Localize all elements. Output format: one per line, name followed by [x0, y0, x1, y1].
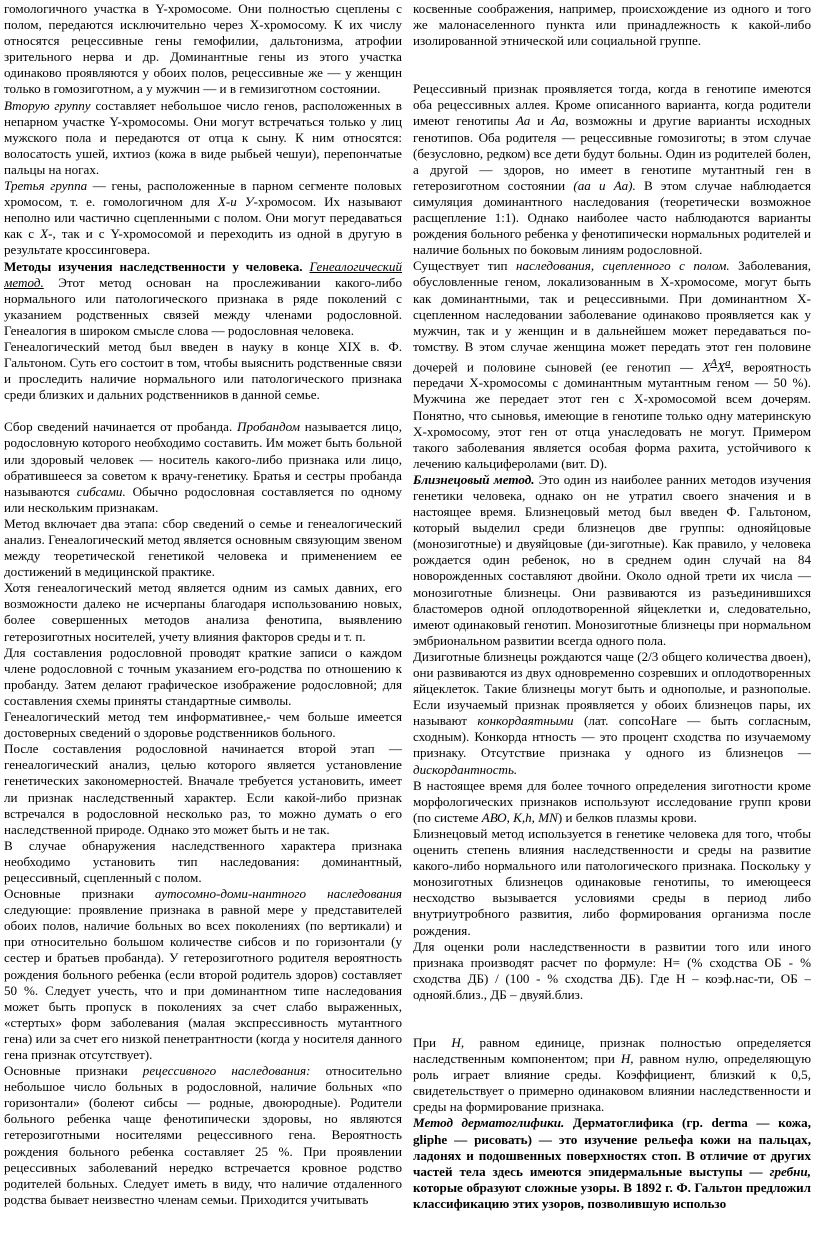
emphasized-text: Аа — [515, 113, 531, 129]
emphasized-text: Пробандом — [236, 419, 301, 435]
text-run: следующие: проявление признака в равной мере у представителей обоих полов, наличие больных во всех поколениях (по вертикали) и при относительно большом количестве сибсов и по горизонтали (у сестер и братьев пробанда). У гетерозиготного родителя вероятность рождения больного ребенка (если второй родитель здоров) составляет 50 %. Следует учесть, что и при доминантном типе наследования может быть пропуск в поколениях за счет слабо выраженных, «стертых» форм заболевания (малая экспрессивность мутантного гена) или за счет его низкой пенетрантности (когда у носителя данного гена признак отсутствует). — [4, 902, 402, 1062]
paragraph — [4, 1, 402, 98]
text-run: возможны и другие варианты исходных генотипов. Оба родителя — рецессивные гомозиготы; в этом случае (безусловно, редком) все дети будут больны. Один из родителей болен, а другой — здоров, но имеет в генотипе мутантный ген в гетерозиготном состоянии — [413, 113, 811, 193]
emphasized-text: наследования, сцепленного с полом. — [516, 258, 730, 274]
emphasized-text: X — [717, 359, 726, 375]
text-run: гомологичного участка в Y-хромосоме. Они полностью сцеплены с полом, передаются исключительно через X-хромосому. К их числу относятся рецессивные гены гемофилии, дальтонизма, атрофии зрительного нерва и др. Доминантные гены из этого участка одинаково проявляются у обоих полов, рецессивные же — у женщин только в гомозиготном, а у мужчин — и в гемизиготном состоянии. — [4, 1, 402, 97]
paragraph — [4, 741, 402, 838]
left-column — [4, 1, 402, 1241]
emphasized-text: Близнецовый метод. — [413, 471, 535, 487]
emphasized-text: Аа, — [550, 113, 569, 129]
text-run: равном единице, признак полностью определяется наследственным компонентом; при — [413, 1034, 811, 1067]
paragraph — [4, 709, 402, 741]
paragraph — [4, 886, 402, 1063]
emphasized-text: A — [710, 356, 718, 369]
paragraph — [4, 516, 402, 580]
emphasized-text: Третья группа — [4, 178, 88, 194]
blank-line — [413, 65, 811, 81]
emphasized-text: которые образуют сложные узоры. В 1892 г. Ф. Гальтон предложил классификацию этих узоров, позволившую использо — [413, 1179, 811, 1211]
text-run: Для оценки роли наследственности в развитии того или иного признака производят расчет по формуле: Н= (% сходства ОБ - % сходства ДБ) / (100 - % сходства ДБ). Где Н – коэф.нас-ти, ОБ – однояй.близ., ДБ – двуяй.близ. — [413, 938, 811, 1002]
text-run: Сбор сведений начинается от пробанда. — [4, 419, 237, 435]
text-run: составляет небольшое число генов, расположенных в непарном участке Y-хромосомы. Они могут встречаться только у лиц мужского пола и передаются от отца к сыну. К ним относятся: волосатость ушей, ихтиоз (кожа в виде рыбьей чешуи), перепончатые пальцы на ногах. — [4, 97, 402, 177]
blank-line — [413, 1003, 811, 1019]
text-run: Генеалогический метод тем информативнее,- чем больше имеется достоверных сведений о здоровье родственников больного. — [4, 709, 402, 741]
emphasized-text: конкордаятными — [477, 713, 574, 729]
text-run: Это один из наиболее ранних методов изучения генетики человека, однако он не утратил своего значения и в настоящее время. Близнецовый метод был введен Ф. Гальтоном, который выделил среди близнецов две группы: однояйцовые (монозиготные) и двуяйцовые (ди-зиготные). Как правило, у человека рождается один ребенок, но в среднем один случай на 84 новорожденных составляют двойни. Около одной трети их числа — монозиготные близнецы. Они развиваются из разъединившихся бластомеров одной оплодотворенной яйцеклетки и, следовательно, имеют одинаковый генотип. Монозиготные близнецы при нормальном эмбриональном развитии всегда одного пола. — [413, 471, 811, 648]
right-column — [413, 1, 811, 1241]
emphasized-text: a — [725, 356, 731, 369]
text-run: , вероятность передачи X-хромосомы с доминантным мутантным геном — 50 %). Мужчина же передает этот ген с X-хромосомой всем дочерям. Понятно, что сыновья, имеющие в генотипе только одну материнскую X-хромосому, этот ген от отца унаследовать не могут. Примером такого заболевания является особая форма рахита, устойчивого к лечению кальциферолами (вит. D). — [413, 359, 811, 471]
paragraph — [4, 580, 402, 644]
blank-line — [413, 1019, 811, 1035]
paragraph — [4, 419, 402, 516]
emphasized-text: X-и У — [217, 194, 254, 210]
blank-line — [413, 49, 811, 65]
paragraph — [4, 178, 402, 258]
text-run: Дизиготные близнецы рождаются чаще (2/3 общего количества двоен), они развиваются из двух одновременно созревших и оплодотворенных яйцеклеток. Такие близнецы могут быть и однополые, и разнополые. Если изучаемый признак проявляется у обоих близнецов пары, их называют — [413, 648, 811, 729]
text-run: Основные признаки — [4, 1063, 143, 1079]
paragraph — [413, 939, 811, 1003]
emphasized-text: сибсами. — [76, 483, 126, 499]
paragraph — [413, 472, 811, 649]
text-run: -хромосом. Их называют неполно или частично сцепленными с полом. Они могут передаваться как с — [4, 194, 402, 242]
text-run: Существует тип — [413, 258, 516, 274]
emphasized-text: X-, — [40, 226, 56, 242]
text-run: косвенные соображения, например, происхождение из одного и того же малонаселенного пункта или принадлежность к какой-либо изолированной этнической или социальной группе. — [413, 1, 811, 49]
text-run: Для составления родословной проводят краткие записи о каждом члене родословной с точным указанием его-родства по отношению к пробанду. Затем делают графическое изображение родословной; для составления схемы приняты стандартные символы. — [4, 644, 402, 708]
paragraph — [413, 826, 811, 939]
emphasized-text: гребни, — [769, 1163, 811, 1179]
text-run: После составления родословной начинается второй этап — генеалогический анализ, целью которого является установление генетических закономерностей. Вначале требуется установить, имеет ли признак наследственный характер. Если какой-либо признак встречался в родословной несколько раз, то можно думать о его наследственной природе. Однако это может быть и не так. — [4, 741, 402, 837]
text-run: Близнецовый метод используется в генетике человека для того, чтобы оценить степень влияния наследственности и среды на развитие какого-либо нормального или патологического признака. Поскольку у монозиготных близнецов одинаковые генотипы, то имеющееся несходство вызывается условиями среды в период либо внутриутробного развития, либо формирования организма после рождения. — [413, 825, 811, 938]
text-run: Хотя генеалогический метод является одним из самых давних, его возможности далеко не исчерпаны благодаря использованию новых, более совершенных методов анализа фенотипа, выявлению гетерозиготных носителей, учету влияния факторов среды и т. п. — [4, 580, 402, 644]
text-run: Обычно родословная составляется по одному или нескольким признакам. — [4, 483, 402, 515]
paragraph — [4, 259, 402, 339]
paragraph — [4, 98, 402, 178]
text-run: Заболевания, обусловленные геном, локализованным в X-хромосоме, могут быть как доминантными, так и рецессивными. При доминантном X-сцепленном наследовании заболевание одинаково проявляется как у мужчин, так и у женщин и в дальнейшем может передаваться по-томству. В этом случае женщина может передать этот ген половине дочерей и половине сыновей (ее генотип — — [413, 258, 811, 375]
emphasized-text: АВО, K,h, MN — [481, 809, 558, 825]
text-run: Этот метод основан на прослеживании какого-либо нормального или патологического признака в ряде поколений с указанием родственных связей между членами родословной. Генеалогия в широком смысле слова — родословная человека. — [4, 274, 402, 338]
text-run: Рецессивный признак проявляется тогда, когда в генотипе имеются оба рецессивных аллея. Кроме описанного варианта, когда родители имеют генотипы — [413, 81, 811, 129]
text-run: равном нулю, определяющую роль играет влияние среды. Коэффициент, близкий к 0,5, свидетельствует о примерно одинаковом влиянии наследственности и среды на формирование признака. — [413, 1051, 811, 1115]
emphasized-text: Методы изучения наследственности у человека. — [4, 258, 303, 274]
text-run: В случае обнаружения наследственного характера признака необходимо установить тип наследования: доминантный, рецессивный, сцепленный с полом. — [4, 837, 402, 885]
paragraph — [4, 838, 402, 886]
text-run: Генеалогический метод был введен в науку в конце XIX в. Ф. Гальтоном. Суть его состоит в том, чтобы выяснить родственные связи и проследить наличие нормального или патологического признака среди близких и дальних родственников в данной семье. — [4, 338, 402, 403]
emphasized-text: Вторую группу — [4, 97, 91, 113]
emphasized-text: рецессивного наследования: — [142, 1063, 311, 1079]
paragraph — [4, 1063, 402, 1208]
text-run: (лат. сопсоНаге — быть согласным, сходным). Конкорда нтность — это процент сходства по изучаемому признаку. Отсутствие признака у одного из близнецов — — [413, 713, 811, 761]
paragraph — [413, 258, 811, 472]
text-run: При — [413, 1034, 452, 1050]
emphasized-text: Н, — [620, 1051, 634, 1067]
text-run: так и с Y-хромосомой и переходить из одной в другую в результате кроссинговера. — [4, 226, 402, 258]
text-run: В настоящее время для более точного определения зиготности кроме морфологических признаков используют исследование групп крови (по системе — [413, 777, 811, 825]
text-run: Основные признаки — [4, 886, 155, 902]
paragraph — [413, 1115, 811, 1212]
blank-line — [4, 403, 402, 419]
text-run: называется лицо, родословную которого необходимо составить. Им может быть больной или здоровый человек — носитель какого-либо признака или лицо, обратившееся за советом к врачу-генетику. Братья и сестры пробанда называются — [4, 419, 402, 499]
text-run: — гены, расположенные в парном сегменте половых хромосом, т. е. гомологичном для — [4, 178, 402, 210]
text-run: В этом случае наблюдается симуляция доминантного наследования (теоретически возможное расщепление 1:1). Однако наиболее часто наблюдаются варианты рождения больного ребенка у фенотипически нормальных родителей и наличие больных по боковым линиям родословной. — [413, 177, 811, 258]
emphasized-text: Генеалогический метод. — [4, 258, 402, 290]
emphasized-text: Н, — [451, 1034, 465, 1050]
emphasized-text: X — [702, 359, 711, 375]
paragraph — [413, 81, 811, 258]
paragraph — [413, 1, 811, 49]
text-run: и — [530, 113, 551, 129]
emphasized-text: (аа и Аа). — [573, 177, 636, 193]
emphasized-text: Метод дерматоглифики. — [413, 1115, 565, 1131]
text-run: относительно небольшое число больных в родословной, наличие больных «по горизонтали» (болеют сибсы — родные, двоюродные). Родители больного ребенка чаще фенотипически здоровы, но являются гетерозиготными носителями рецессивного гена. Вероятность рождения больного ребенка составляет 25 %. При проявлении рецессивных заболеваний нередко встречается кровное родство родителей больных. Следует иметь в виду, что наличие отдаленного родства бывает неизвестно членам семьи. Приходится учитывать — [4, 1063, 402, 1207]
paragraph — [4, 339, 402, 403]
emphasized-text: Дерматоглифика (гр. derma — кожа, gliphe — рисовать) — это изучение рельефа кожи на пальцах, ладонях и подошвенных поверхностях стоп. В отличие от других частей тела здесь имеются эпидермальные выступы — — [413, 1115, 811, 1179]
paragraph — [4, 645, 402, 709]
text-run: Метод включает два этапа: сбор сведений о семье и генеалогический анализ. Генеалогический метод является основным связующим звеном между теоретической генетикой человека и применением ее достижений в медицинской практике. — [4, 515, 402, 580]
emphasized-text: дискордантность. — [413, 761, 518, 777]
text-run: ) и белков плазмы крови. — [557, 809, 697, 825]
paragraph — [413, 649, 811, 778]
paragraph — [413, 778, 811, 826]
paragraph — [413, 1035, 811, 1115]
emphasized-text: аутосомно-доми-нантного наследования — [154, 886, 402, 902]
